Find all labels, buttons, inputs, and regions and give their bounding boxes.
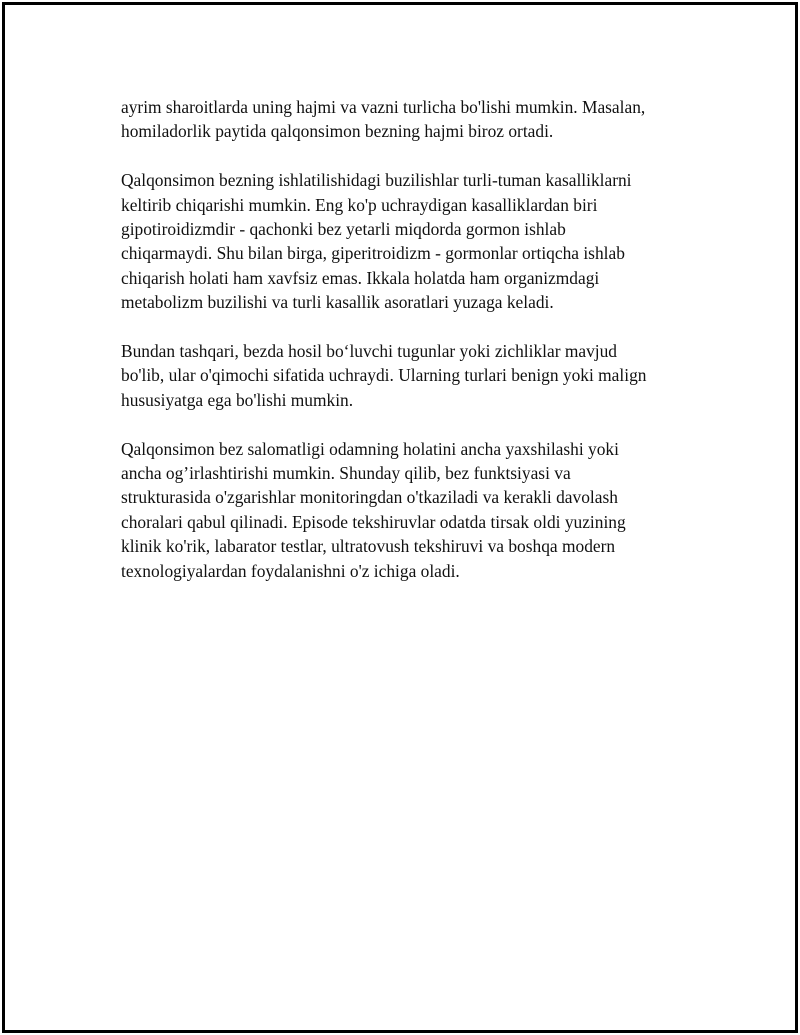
document-body [121, 95, 701, 607]
text-line: gipotiroidizmdir - qachonki bez yetarli miqdorda gormon ishlab [121, 219, 566, 240]
paragraph-1 [121, 95, 701, 144]
page-frame [2, 2, 798, 1033]
text-line: ancha og’irlashtirishi mumkin. Shunday qilib, bez funktsiyasi va [121, 463, 571, 484]
text-line: klinik ko'rik, labarator testlar, ultratovush tekshiruvi va boshqa modern [121, 536, 616, 557]
text-line: metabolizm buzilishi va turli kasallik asoratlari yuzaga keladi. [121, 292, 554, 313]
paragraph-4 [121, 437, 701, 583]
text-line: keltirib chiqarishi mumkin. Eng ko'p uchraydigan kasalliklardan biri [121, 194, 598, 215]
text-line: Qalqonsimon bez salomatligi odamning holatini ancha yaxshilashi yoki [121, 438, 619, 459]
text-line: texnologiyalardan foydalanishni o'z ichiga oladi. [121, 560, 460, 581]
text-line: chiqarish holati ham xavfsiz emas. Ikkala holatda ham organizmdagi [121, 267, 600, 288]
text-line: chiqarmaydi. Shu bilan birga, giperitroidizm - gormonlar ortiqcha ishlab [121, 243, 625, 264]
text-line: homiladorlik paytida qalqonsimon bezning hajmi biroz ortadi. [121, 121, 554, 142]
text-line: Bundan tashqari, bezda hosil bo‘luvchi tugunlar yoki zichliklar mavjud [121, 341, 617, 362]
text-line: choralari qabul qilinadi. Episode tekshiruvlar odatda tirsak oldi yuzining [121, 511, 626, 532]
paragraph-3 [121, 339, 701, 412]
text-line: hususiyatga ega bo'lishi mumkin. [121, 389, 354, 410]
text-line: Qalqonsimon bezning ishlatilishidagi buzilishlar turli-tuman kasalliklarni [121, 170, 632, 191]
text-line: strukturasida o'zgarishlar monitoringdan o'tkaziladi va kerakli davolash [121, 487, 618, 508]
text-line: bo'lib, ular o'qimochi sifatida uchraydi. Ularning turlari benign yoki malign [121, 365, 647, 386]
text-line: ayrim sharoitlarda uning hajmi va vazni turlicha bo'lishi mumkin. Masalan, [121, 97, 646, 117]
paragraph-2 [121, 168, 701, 314]
